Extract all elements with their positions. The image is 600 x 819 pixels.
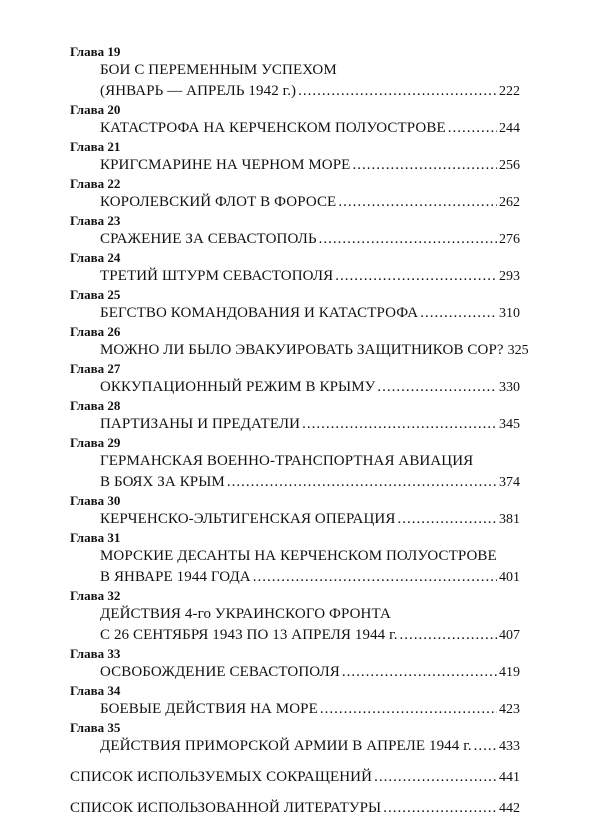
toc-entry[interactable] xyxy=(70,361,520,398)
chapter-title-line xyxy=(70,472,520,493)
chapter-title: ОСВОБОЖДЕНИЕ СЕВАСТОПОЛЯ xyxy=(100,664,340,680)
dot-leader xyxy=(420,303,497,324)
chapter-title: МОЖНО ЛИ БЫЛО ЭВАКУИРОВАТЬ ЗАЩИТНИКОВ СОР? xyxy=(100,342,504,358)
page-number: 423 xyxy=(499,702,520,717)
chapter-title-line xyxy=(70,303,520,324)
chapter-title: ТРЕТИЙ ШТУРМ СЕВАСТОПОЛЯ xyxy=(100,268,334,284)
chapter-label: Глава 25 xyxy=(70,287,121,302)
chapter-title: ОККУПАЦИОННЫЙ РЕЖИМ В КРЫМУ xyxy=(100,379,376,395)
chapter-title: ДЕЙСТВИЯ ПРИМОРСКОЙ АРМИИ В АПРЕЛЕ 1944 г. xyxy=(100,738,472,754)
page-number: 256 xyxy=(499,158,520,173)
chapter-label: Глава 22 xyxy=(70,176,121,191)
dot-leader xyxy=(342,662,497,683)
chapter-label: Глава 28 xyxy=(70,398,121,413)
page-number: 345 xyxy=(499,417,520,432)
toc-entry[interactable] xyxy=(70,324,529,361)
chapter-label: Глава 31 xyxy=(70,530,121,545)
chapter-title: КОРОЛЕВСКИЙ ФЛОТ В ФОРОСЕ xyxy=(100,194,337,210)
chapter-title: БОИ С ПЕРЕМЕННЫМ УСПЕХОМ xyxy=(100,62,337,78)
toc-entry[interactable] xyxy=(70,44,520,102)
dot-leader xyxy=(352,155,497,176)
chapter-title: СРАЖЕНИЕ ЗА СЕВАСТОПОЛЬ xyxy=(100,231,317,247)
table-of-contents xyxy=(70,44,529,819)
chapter-title-line xyxy=(70,604,520,625)
extra-title: СПИСОК ИСПОЛЬЗУЕМЫХ СОКРАЩЕНИЙ xyxy=(70,769,373,785)
chapter-title: В БОЯХ ЗА КРЫМ xyxy=(100,474,225,490)
page-number: 401 xyxy=(499,570,520,585)
chapter-title-line xyxy=(70,736,520,757)
chapter-title-line xyxy=(70,509,520,530)
chapter-title-line xyxy=(70,192,520,213)
page-number: 325 xyxy=(507,343,529,358)
dot-leader xyxy=(298,81,497,102)
chapter-label: Глава 27 xyxy=(70,361,121,376)
page-number: 293 xyxy=(499,269,520,284)
toc-entry[interactable] xyxy=(70,139,520,176)
chapter-label: Глава 20 xyxy=(70,102,121,117)
toc-entry[interactable] xyxy=(70,720,520,757)
toc-entry[interactable] xyxy=(70,287,520,324)
chapter-label: Глава 23 xyxy=(70,213,121,228)
chapter-title-line xyxy=(70,625,520,646)
chapter-label: Глава 32 xyxy=(70,588,121,603)
chapter-label: Глава 33 xyxy=(70,646,121,661)
chapter-title-line xyxy=(70,60,520,81)
page-number: 441 xyxy=(499,770,520,785)
chapter-title: КАТАСТРОФА НА КЕРЧЕНСКОМ ПОЛУОСТРОВЕ xyxy=(100,120,446,136)
chapter-title-line xyxy=(70,567,520,588)
chapter-title: ПАРТИЗАНЫ И ПРЕДАТЕЛИ xyxy=(100,416,301,432)
page-number: 419 xyxy=(499,665,520,680)
page-number: 310 xyxy=(499,306,520,321)
dot-leader xyxy=(400,625,497,646)
chapter-title: КЕРЧЕНСКО-ЭЛЬТИГЕНСКАЯ ОПЕРАЦИЯ xyxy=(100,511,396,527)
chapter-title-line xyxy=(70,266,520,287)
chapter-label: Глава 24 xyxy=(70,250,121,265)
dot-leader xyxy=(474,736,497,757)
page-number: 433 xyxy=(499,739,520,754)
toc-entry[interactable] xyxy=(70,213,520,250)
chapter-title-line xyxy=(70,377,520,398)
chapter-label: Глава 19 xyxy=(70,44,121,59)
dot-leader xyxy=(302,414,497,435)
page-number: 222 xyxy=(499,84,520,99)
extra-title: СПИСОК ИСПОЛЬЗОВАННОЙ ЛИТЕРАТУРЫ xyxy=(70,800,382,816)
toc-extra-entry[interactable] xyxy=(70,798,520,819)
chapter-title: С 26 СЕНТЯБРЯ 1943 ПО 13 АПРЕЛЯ 1944 г. xyxy=(100,627,398,643)
dot-leader xyxy=(335,266,497,287)
chapter-title-line xyxy=(70,546,520,567)
dot-leader xyxy=(374,767,497,788)
dot-leader xyxy=(253,567,497,588)
chapter-title-line xyxy=(70,414,520,435)
dot-leader xyxy=(320,699,497,720)
chapter-label: Глава 21 xyxy=(70,139,121,154)
chapter-title: (ЯНВАРЬ — АПРЕЛЬ 1942 г.) xyxy=(100,83,297,99)
chapter-title-line xyxy=(70,662,520,683)
page-number: 374 xyxy=(499,475,520,490)
dot-leader xyxy=(383,798,497,819)
chapter-title: БОЕВЫЕ ДЕЙСТВИЯ НА МОРЕ xyxy=(100,701,318,717)
toc-entry[interactable] xyxy=(70,435,520,493)
page-number: 381 xyxy=(499,512,520,527)
chapter-title-line xyxy=(70,229,520,250)
chapter-title-line xyxy=(70,451,520,472)
toc-entry[interactable] xyxy=(70,530,520,588)
chapter-title-line xyxy=(70,81,520,102)
chapter-title: БЕГСТВО КОМАНДОВАНИЯ И КАТАСТРОФА xyxy=(100,305,419,321)
toc-entry[interactable] xyxy=(70,102,520,139)
toc-entry[interactable] xyxy=(70,250,520,287)
dot-leader xyxy=(377,377,497,398)
dot-leader xyxy=(338,192,497,213)
page-number: 244 xyxy=(499,121,520,136)
chapter-title: МОРСКИЕ ДЕСАНТЫ НА КЕРЧЕНСКОМ ПОЛУОСТРОВЕ xyxy=(100,548,497,564)
page-number: 407 xyxy=(499,628,520,643)
chapter-title-line xyxy=(70,155,520,176)
chapter-label: Глава 30 xyxy=(70,493,121,508)
chapter-label: Глава 29 xyxy=(70,435,121,450)
dot-leader xyxy=(448,118,497,139)
dot-leader xyxy=(319,229,497,250)
toc-extra-entry[interactable] xyxy=(70,767,520,788)
page-number: 442 xyxy=(499,801,520,816)
chapter-label: Глава 26 xyxy=(70,324,121,339)
chapter-title: ГЕРМАНСКАЯ ВОЕННО-ТРАНСПОРТНАЯ АВИАЦИЯ xyxy=(100,453,474,469)
toc-entry[interactable] xyxy=(70,398,520,435)
page-number: 262 xyxy=(499,195,520,210)
toc-entry[interactable] xyxy=(70,176,520,213)
page-number: 330 xyxy=(499,380,520,395)
chapter-label: Глава 34 xyxy=(70,683,121,698)
chapter-title: ДЕЙСТВИЯ 4-го УКРАИНСКОГО ФРОНТА xyxy=(100,606,391,622)
toc-entry[interactable] xyxy=(70,588,520,646)
dot-leader xyxy=(397,509,497,530)
chapter-title-line xyxy=(70,118,520,139)
page-number: 276 xyxy=(499,232,520,247)
chapter-label: Глава 35 xyxy=(70,720,121,735)
dot-leader xyxy=(227,472,497,493)
chapter-title-line xyxy=(70,340,529,361)
chapter-title-line xyxy=(70,699,520,720)
chapter-title: В ЯНВАРЕ 1944 ГОДА xyxy=(100,569,251,585)
chapter-title: КРИГСМАРИНЕ НА ЧЕРНОМ МОРЕ xyxy=(100,157,351,173)
toc-entry[interactable] xyxy=(70,646,520,683)
toc-entry[interactable] xyxy=(70,493,520,530)
toc-entry[interactable] xyxy=(70,683,520,720)
